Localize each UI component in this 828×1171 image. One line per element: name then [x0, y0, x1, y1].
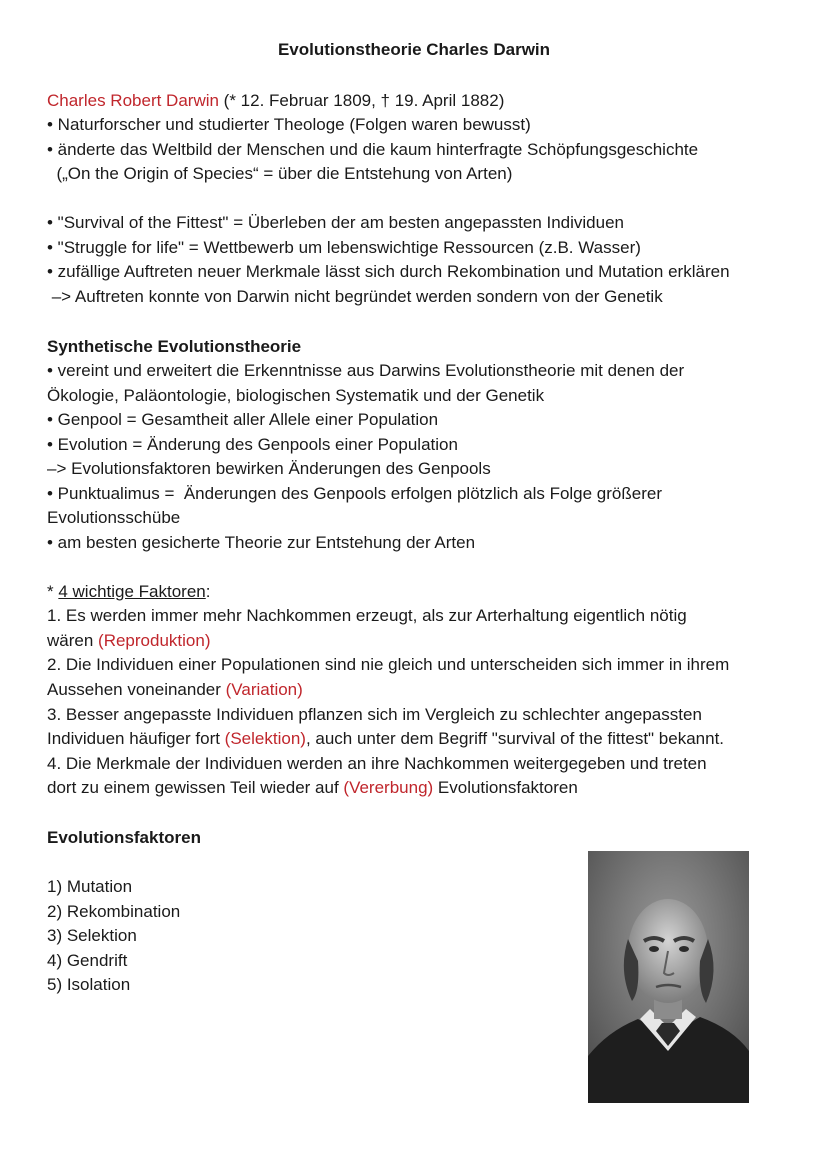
factor-keyword: (Vererbung): [343, 778, 434, 797]
synthetic-line: • Evolution = Änderung des Genpools einer Population: [47, 435, 458, 454]
list-item: 1) Mutation: [47, 877, 133, 896]
factor-line: [47, 727, 724, 751]
intro-line: („On the Origin of Species“ = über die Entstehung von Arten): [47, 164, 513, 183]
factor-line: [47, 629, 210, 653]
intro-line: • Naturforscher und studierter Theologe (Folgen waren bewusst): [47, 115, 531, 134]
synthetic-line: • Genpool = Gesamtheit aller Allele einer Population: [47, 410, 439, 429]
intro-name-line: [47, 89, 504, 113]
darwin-point: • "Survival of the Fittest" = Überleben der am besten angepassten Individuen: [47, 213, 624, 232]
factor-text: , auch unter dem Begriff "survival of the fittest" bekannt.: [305, 729, 725, 748]
list-item: 5) Isolation: [47, 975, 131, 994]
synthetic-line: Evolutionsschübe: [47, 508, 181, 527]
factor-keyword: (Reproduktion): [98, 631, 211, 650]
synthetic-line: Ökologie, Paläontologie, biologischen Systematik und der Genetik: [47, 386, 545, 405]
synthetic-line: • am besten gesicherte Theorie zur Entstehung der Arten: [47, 533, 476, 552]
list-item: 4) Gendrift: [47, 951, 128, 970]
factor-text: Aussehen voneinander: [47, 680, 226, 699]
list-item: 3) Selektion: [47, 926, 137, 945]
synthetic-line: –> Evolutionsfaktoren bewirken Änderungen des Genpools: [47, 459, 491, 478]
factor-line: 2. Die Individuen einer Populationen sind nie gleich und unterscheiden sich immer in ihrem: [47, 655, 730, 674]
synthetic-line: • vereint und erweitert die Erkenntnisse aus Darwins Evolutionstheorie mit denen der: [47, 361, 685, 380]
factor-text: dort zu einem gewissen Teil wieder auf: [47, 778, 344, 797]
darwin-point: • zufällige Auftreten neuer Merkmale lässt sich durch Rekombination und Mutation erklären: [47, 262, 730, 281]
synthetic-line: • Punktualimus = Änderungen des Genpools erfolgen plötzlich als Folge größerer: [47, 484, 662, 503]
darwin-point: –> Auftreten konnte von Darwin nicht begründet werden sondern von der Genetik: [47, 287, 663, 306]
synthetic-heading: Synthetische Evolutionstheorie: [47, 337, 302, 356]
factor-keyword: (Selektion): [224, 729, 306, 748]
page-title: Evolutionstheorie Charles Darwin: [277, 40, 551, 59]
factor-text: Individuen häufiger fort: [47, 729, 225, 748]
darwin-point: • "Struggle for life" = Wettbewerb um lebenswichtige Ressourcen (z.B. Wasser): [47, 238, 641, 257]
darwin-portrait-image: [588, 851, 749, 1103]
factor-keyword: (Variation): [225, 680, 303, 699]
factor-line: 1. Es werden immer mehr Nachkommen erzeugt, als zur Arterhaltung eigentlich nötig: [47, 606, 687, 625]
factors-star: *: [47, 582, 59, 601]
evolutionsfaktoren-heading: Evolutionsfaktoren: [47, 828, 201, 847]
portrait-illustration: [588, 851, 749, 1103]
factors-colon: :: [205, 582, 211, 601]
factor-text: Evolutionsfaktoren: [433, 778, 578, 797]
list-item: 2) Rekombination: [47, 902, 181, 921]
factors-heading: [47, 580, 210, 604]
factor-line: [47, 776, 578, 800]
factor-line: 3. Besser angepasste Individuen pflanzen sich im Vergleich zu schlechter angepassten: [47, 705, 702, 724]
factor-text: wären: [47, 631, 99, 650]
darwin-dates: (* 12. Februar 1809, † 19. April 1882): [218, 91, 505, 110]
intro-line: • änderte das Weltbild der Menschen und die kaum hinterfragte Schöpfungsgeschichte: [47, 140, 699, 159]
factors-heading-text: 4 wichtige Faktoren: [58, 582, 206, 601]
factor-line: [47, 678, 303, 702]
factor-line: 4. Die Merkmale der Individuen werden an ihre Nachkommen weitergegeben und treten: [47, 754, 707, 773]
darwin-name: Charles Robert Darwin: [47, 91, 219, 110]
